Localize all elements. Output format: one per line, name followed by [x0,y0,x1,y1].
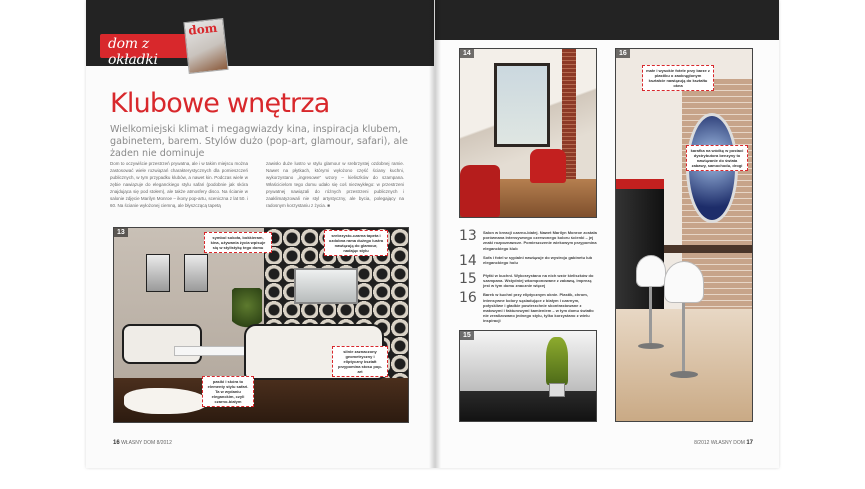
magazine-cover-title: dom [187,20,218,38]
photo-number: 13 [114,228,128,237]
photo-number: 15 [460,331,474,340]
photo-number: 16 [616,49,630,58]
photo-mirror [294,268,358,304]
photo-red-armchair [530,149,566,183]
magazine-name: WŁASNY DOM [121,440,156,446]
caption-text: Sofa i fotel w sypialni nawiązuje do wystroju gabinetu lub eleganckiego holu [483,254,593,266]
photo-red-sofa [460,165,500,217]
photo-callout: srebrzysto-czarna tapeta i ozdobna rama dużego lustra nawiązują do glamour, nadając stylu [324,230,388,256]
article-title: Klubowe wnętrza [110,88,330,119]
photo-vase [549,383,565,397]
photo-stool-base [638,343,664,349]
article-lead: Wielkomiejski klimat i megagwiazdy kina, inspiracja klubem, gabinetem, barem. Stylów dużo (pop-art, glamour, safari), ale żaden nie dominuje [110,124,408,160]
photo-callout: pasiki i skóra to elementy stylu safari. Ta w wydaniu eleganckim, czyli czarno-białym [202,376,254,407]
body-text-column-1: Dom to oczywiście przestrzeń prywatna, ale i w takim miejscu można zastosować wiele rozwiązań charakterystycznych dla pomieszczeń publicznych, w tym przypadku klubów, a nawet kin. Podczas wiele w zębie nawiązuje do eleganckiego stylu safari (podobnie jak skóra znajdująca się pod stołem), ale także atmosfery disco. Na ścianie w salonie zdjęcie Marilyn Monroe – ikony pop-artu, sceniczna z lat 50. i 60. Na ścianie wyłożonej ciemną, ale błyszczącą tapetą [110,161,248,208]
photo-bamboo-plant [546,337,568,385]
issue-date: 8/2012 [156,440,172,446]
magazine-spread [86,0,779,468]
page-number: 16 [113,440,120,446]
caption-text: Płytki w kuchni. Wykorzystano na nich wzór kieliszków do szampana. Wstydniej wkomponowane z zabawą, imprezą jest w tym domu znacznie więcej [483,272,594,289]
caption-item [459,252,599,269]
photo-stool-pole [649,287,652,343]
caption-item [459,230,599,251]
photo-callout: silnie zaznaczony geometryczny i eliptyczny kształt przypomina stosu pop-art [332,346,388,377]
caption-text: Salon w kreacji czarno-białej. Nawet Marilyn Monroe została porównana intensywnego czerwonego koloru ścienki – jej znaki rozpoznawcze. Pomieszczenie wiekowym przypomina eleganckiego klub [483,230,597,251]
photo-sofa [122,324,202,364]
page-folio [113,440,172,446]
section-badge [100,34,196,68]
left-page [86,0,434,468]
caption-text: Barek w kuchni przy eliptycznym oknie. Plastik, chrom, intensywne kolory sąsiadujące z białym i czarnym, połyskliwe i gładkie powierzchnie skontrastowane z matowymi i fakturowymi kamieniem – w tym domu światło nie zrealizowano jednego stylu, tylko korzystano z wielu inspiracji [483,292,594,324]
section-badge-label: dom z okładki [108,36,158,68]
photo-stool-base [670,371,698,378]
caption-item [459,292,599,323]
top-bar [435,0,779,40]
photo-attic-room [459,48,597,218]
photo-callout: karafka na wódkę w postaci dystrybutora benzyny to nawiązanie do świata zabawy, samochodu, drogi [686,145,748,171]
photo-marilyn-portrait [184,254,208,292]
photo-number: 14 [460,49,474,58]
photo-kitchen-tiles [459,330,597,422]
photo-captions [459,230,599,328]
magazine-name: WŁASNY DOM [710,440,745,446]
photo-fridge [616,189,664,309]
photo-cowhide-rug [124,388,208,414]
body-text-column-2: zawisło duże lustro w stylu glamour w srebrzystej ozdobnej ramie. Nawet na płytkach, którymi wyłożono część ściany kuchni, wykorzystano „ingresowe” wzory – kieliszków do szampana. Właścicielom tego domu udało się coś niezwykłego: w przestrzeni prywatnej nawiązali do różnych przestrzeni publicznych i zaaklimatyzowali nie styl artystyczny, ale bycia, polegający na radosnym korzystaniu z życia. ■ [266,161,404,208]
photo-marilyn-portrait [146,254,170,292]
caption-number: 13 [459,228,477,244]
page-gutter [429,0,441,468]
photo-callout: symbol sokoła, bokkieram, kina, używania życia wpisuje się w stylistykę tego domu [204,232,272,253]
issue-date: 8/2012 [694,440,710,446]
photo-tiled-wall [460,331,597,391]
photo-callout: małe i wysokie fotele przy barze z plastiku o zaokrąglonym kształcie nawiązują do kształtu okna [642,65,714,91]
caption-number: 16 [459,290,477,307]
page-number: 17 [746,440,753,446]
photo-stool-pole [682,303,685,373]
page-folio [694,440,753,446]
photo-red-shelf [616,179,664,189]
magazine-cover-thumbnail [183,18,228,74]
photo-bar-stool [636,255,666,287]
caption-item [459,270,599,289]
photo-counter [460,391,597,422]
caption-number: 15 [459,270,477,287]
photo-bar-stool [664,261,704,303]
photo-window [494,63,550,147]
photo-coffee-table [174,346,250,356]
photo-kitchen-bar [615,48,753,422]
caption-number: 14 [459,252,477,269]
photo-bar-counter [664,245,753,253]
right-page [435,0,779,468]
photo-living-room [113,227,409,423]
